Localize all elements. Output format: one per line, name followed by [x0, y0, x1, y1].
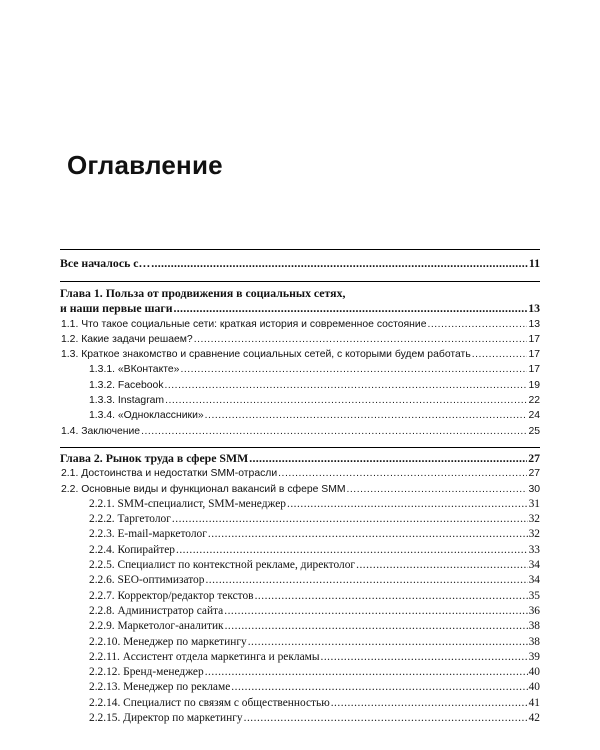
toc-page-number: 34 [528, 559, 540, 572]
toc-entry-2-2-8[interactable] [60, 604, 540, 619]
toc-entry-2-2-6[interactable] [60, 573, 540, 588]
toc-entry-1-3[interactable] [60, 347, 540, 362]
toc-page-number: 39 [528, 650, 540, 663]
toc-entry-title: 2.2.5. Специалист по контекстной рекламе, директолог [89, 559, 356, 572]
dot-leader [194, 332, 528, 347]
toc-entry-title: Все началось с… [60, 256, 151, 270]
toc-chapter-1 [60, 282, 540, 316]
toc-entry-2-2-13[interactable] [60, 680, 540, 695]
toc-page-number: 30 [528, 483, 540, 495]
toc-entry-2-2-7[interactable] [60, 589, 540, 604]
toc-entry-2-2-15[interactable] [60, 711, 540, 726]
dot-leader [249, 451, 527, 466]
toc-entry-2-2-10[interactable] [60, 635, 540, 650]
dot-leader [225, 619, 528, 634]
toc-entry-2-1[interactable] [60, 466, 540, 481]
toc-page-number: 32 [528, 513, 540, 526]
toc-entry-1-3-3[interactable] [60, 393, 540, 408]
dot-leader [208, 527, 528, 542]
toc-chapter-title[interactable] [60, 301, 540, 316]
dot-leader [151, 256, 528, 271]
toc-entry-title: 1.4. Заключение [61, 425, 141, 437]
toc-entry-title: 2.2.3. E-mail-маркетолог [89, 528, 207, 541]
toc-page-number: 27 [528, 468, 540, 480]
dot-leader [141, 424, 527, 439]
dot-leader [472, 347, 528, 362]
toc-entry-1-4[interactable] [60, 424, 540, 439]
dot-leader [176, 543, 528, 558]
dot-leader [347, 482, 528, 497]
toc-page-number: 13 [528, 318, 540, 330]
toc-entry-title: 2.2.1. SMM-специалист, SMM-менеджер [89, 497, 286, 510]
toc-entry-title: 1.3.2. Facebook [89, 379, 164, 391]
dot-leader [165, 393, 527, 408]
dot-leader [205, 573, 527, 588]
toc-page-number: 19 [528, 379, 540, 391]
toc-entry-2-2-5[interactable] [60, 558, 540, 573]
toc-entry-title: 2.2.11. Ассистент отдела маркетинга и рекламы [89, 650, 320, 663]
toc-page-number: 22 [528, 395, 540, 407]
toc-entry-title: 2.2.8. Администратор сайта [89, 604, 224, 617]
toc-entry-title: 1.3.1. «ВКонтакте» [89, 364, 180, 376]
toc-entry-title: 2.2.14. Специалист по связям с общественностью [89, 696, 330, 709]
toc-page-number: 42 [528, 712, 540, 725]
toc-entry-title: 2.2.2. Таргетолог [89, 513, 171, 526]
toc-intro [60, 250, 540, 271]
toc-page-number: 33 [528, 543, 540, 556]
toc-entry-2-2-3[interactable] [60, 527, 540, 542]
table-of-contents [60, 249, 540, 726]
toc-page-number: 25 [528, 425, 540, 437]
toc-entry-title: Глава 2. Рынок труда в сфере SMM [60, 450, 249, 465]
toc-entry-title: 1.2. Какие задачи решаем? [61, 333, 193, 345]
toc-entry-2-2-1[interactable] [60, 497, 540, 512]
dot-leader [231, 680, 527, 695]
toc-entry-2-2-14[interactable] [60, 696, 540, 711]
toc-entry-2-2-11[interactable] [60, 650, 540, 665]
toc-page-number: 17 [528, 349, 540, 361]
dot-leader [180, 362, 527, 377]
toc-page-number: 17 [528, 333, 540, 345]
toc-page-number: 38 [528, 635, 540, 648]
toc-entry-title: 1.3.4. «Одноклассники» [89, 410, 204, 422]
page-title: Оглавление [67, 150, 223, 180]
toc-page-number: 32 [528, 528, 540, 541]
toc-entry-1-3-1[interactable] [60, 362, 540, 377]
toc-entry-intro[interactable] [60, 256, 540, 271]
dot-leader [205, 408, 528, 423]
dot-leader [287, 497, 528, 512]
toc-entry-2-2[interactable] [60, 482, 540, 497]
dot-leader [248, 635, 528, 650]
toc-entry-title: 2.2.12. Бренд-менеджер [89, 666, 204, 679]
toc-page-number: 11 [528, 256, 540, 270]
toc-entry-title: 2.2.15. Директор по маркетингу [89, 712, 243, 725]
toc-page-number: 17 [528, 364, 540, 376]
dot-leader [174, 301, 528, 316]
toc-page-number: 40 [528, 666, 540, 679]
toc-page-number: 24 [528, 410, 540, 422]
toc-page-number: 31 [528, 497, 540, 510]
toc-entry-1-1[interactable] [60, 317, 540, 332]
dot-leader [320, 650, 527, 665]
toc-entry-title: 2.2.9. Маркетолог-аналитик [89, 620, 224, 633]
toc-entry-title: 2.1. Достоинства и недостатки SMM-отрасли [61, 468, 278, 480]
dot-leader [331, 696, 528, 711]
toc-entry-title: 1.1. Что такое социальные сети: краткая история и современное состояние [61, 318, 427, 330]
dot-leader [205, 665, 528, 680]
toc-entry-title: и наши первые шаги [60, 301, 173, 316]
toc-entry-2-2-2[interactable] [60, 512, 540, 527]
toc-entry-title: 1.3.3. Instagram [89, 395, 165, 407]
toc-page-number: 36 [528, 604, 540, 617]
toc-page-number: 38 [528, 620, 540, 633]
toc-chapter-title-line[interactable]: Глава 1. Польза от продвижения в социальных сетях, [60, 286, 346, 301]
toc-page-number: 27 [528, 450, 540, 465]
toc-entry-title: 2.2.6. SEO-оптимизатор [89, 574, 205, 587]
dot-leader [428, 317, 528, 332]
toc-page-number: 40 [528, 681, 540, 694]
toc-entry-1-2[interactable] [60, 332, 540, 347]
toc-entry-2-2-9[interactable] [60, 619, 540, 634]
dot-leader [165, 378, 528, 393]
dot-leader [172, 512, 528, 527]
toc-entry-title: 2.2.13. Менеджер по рекламе [89, 681, 231, 694]
toc-page-number: 35 [528, 589, 540, 602]
toc-page-number: 41 [528, 696, 540, 709]
toc-entry-title: 2.2.7. Корректор/редактор текстов [89, 589, 254, 602]
toc-entry-title: 2.2. Основные виды и функционал вакансий в сфере SMM [61, 483, 346, 495]
dot-leader [278, 466, 527, 481]
toc-entry-title: 2.2.4. Копирайтер [89, 543, 175, 556]
toc-chapter-2 [60, 448, 540, 466]
toc-chapter-title[interactable] [60, 451, 540, 466]
dot-leader [224, 604, 527, 619]
toc-page-number: 34 [528, 574, 540, 587]
toc-entry-1-3-4[interactable] [60, 408, 540, 423]
toc-entry-1-3-2[interactable] [60, 378, 540, 393]
dot-leader [244, 711, 528, 726]
toc-entry-title: 2.2.10. Менеджер по маркетингу [89, 635, 247, 648]
toc-entry-title: 1.3. Краткое знакомство и сравнение социальных сетей, с которыми будем работать [61, 349, 471, 361]
toc-entry-2-2-12[interactable] [60, 665, 540, 680]
toc-page-number: 13 [528, 301, 540, 316]
toc-entry-2-2-4[interactable] [60, 543, 540, 558]
dot-leader [356, 558, 528, 573]
dot-leader [255, 589, 528, 604]
